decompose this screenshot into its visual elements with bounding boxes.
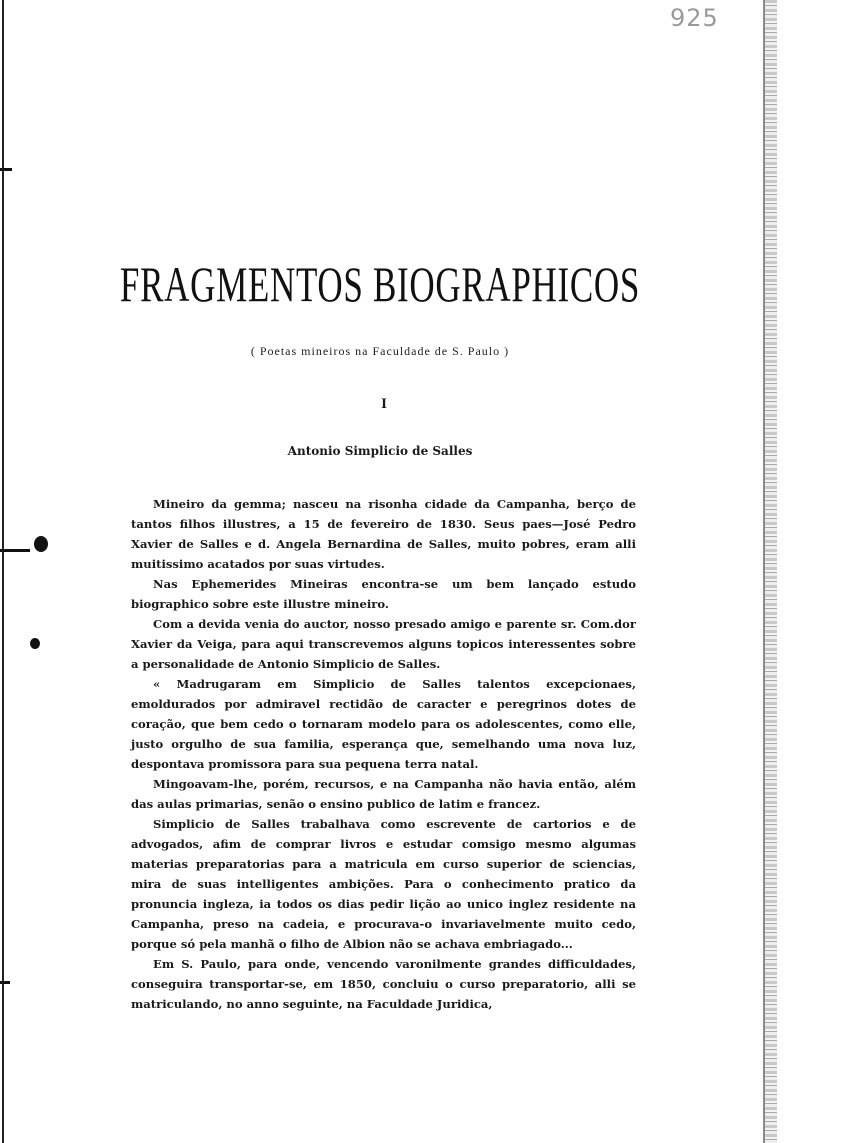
page-stack-shadow <box>765 0 777 1143</box>
paragraph: Simplicio de Salles trabalhava como escrevente de cartorios e de advogados, afim de comprar livros e estudar comsigo mesmo algumas materias preparatorias para a matricula em curso superior de sciencias, mira de suas intelligentes ambições. Para o conhecimento pratico da pronuncia ingleza, ia todos os dias pedir lição ao unico inglez residente na Campanha, preso na cadeia, e procurava-o invariavelmente muito cedo, porque só pela manhã o filho de Albion não se achava embriagado... <box>131 817 636 951</box>
ink-blot <box>34 536 48 552</box>
page-stamp: 925 <box>670 4 719 32</box>
page-edge <box>763 0 843 1143</box>
page-title: FRAGMENTOS BIOGRAPHICOS <box>119 256 641 312</box>
paragraph: Nas Ephemerides Mineiras encontra-se um bem lançado estudo biographico sobre este illustre mineiro. <box>131 577 636 611</box>
paragraph: Em S. Paulo, para onde, vencendo varonilmente grandes difficuldades, conseguira transportar-se, em 1850, concluiu o curso preparatorio, alli se matriculando, no anno seguinte, na Faculdade Juridica, <box>131 957 636 1011</box>
edge-mark <box>0 168 12 171</box>
edge-mark <box>0 981 10 984</box>
binding-edge-line <box>2 0 4 1143</box>
paragraph: Mineiro da gemma; nasceu na risonha cidade da Campanha, berço de tantos filhos illustres, a 15 de fevereiro de 1830. Seus paes—José Pedro Xavier de Salles e d. Angela Bernardina de Salles, muito pobres, eram alli muitissimo acatados por suas virtudes. <box>131 497 636 571</box>
paragraph: Mingoavam-lhe, porém, recursos, e na Campanha não havia então, além das aulas primarias, senão o ensino publico de latim e francez. <box>131 777 636 811</box>
paragraph: Com a devida venia do auctor, nosso presado amigo e parente sr. Com.dor Xavier da Veiga, para aqui transcrevemos alguns topicos interessentes sobre a personalidade de Antonio Simplicio de Salles. <box>131 617 636 671</box>
edge-mark <box>0 549 30 552</box>
page-subtitle: ( Poetas mineiros na Faculdade de S. Paulo ) <box>250 344 510 358</box>
body-text <box>131 494 636 1014</box>
paragraph: « Madrugaram em Simplicio de Salles talentos excepcionaes, emoldurados por admiravel rectidão de caracter e peregrinos dotes de coração, que bem cedo o tornaram modelo para os adolescentes, como elle, justo orgulho de sua familia, esperança que, semelhando uma nova luz, despontava promissora para sua pequena terra natal. <box>131 677 636 771</box>
ink-blot <box>30 638 40 649</box>
section-number: I <box>381 396 387 412</box>
section-heading: Antonio Simplicio de Salles <box>287 444 473 458</box>
